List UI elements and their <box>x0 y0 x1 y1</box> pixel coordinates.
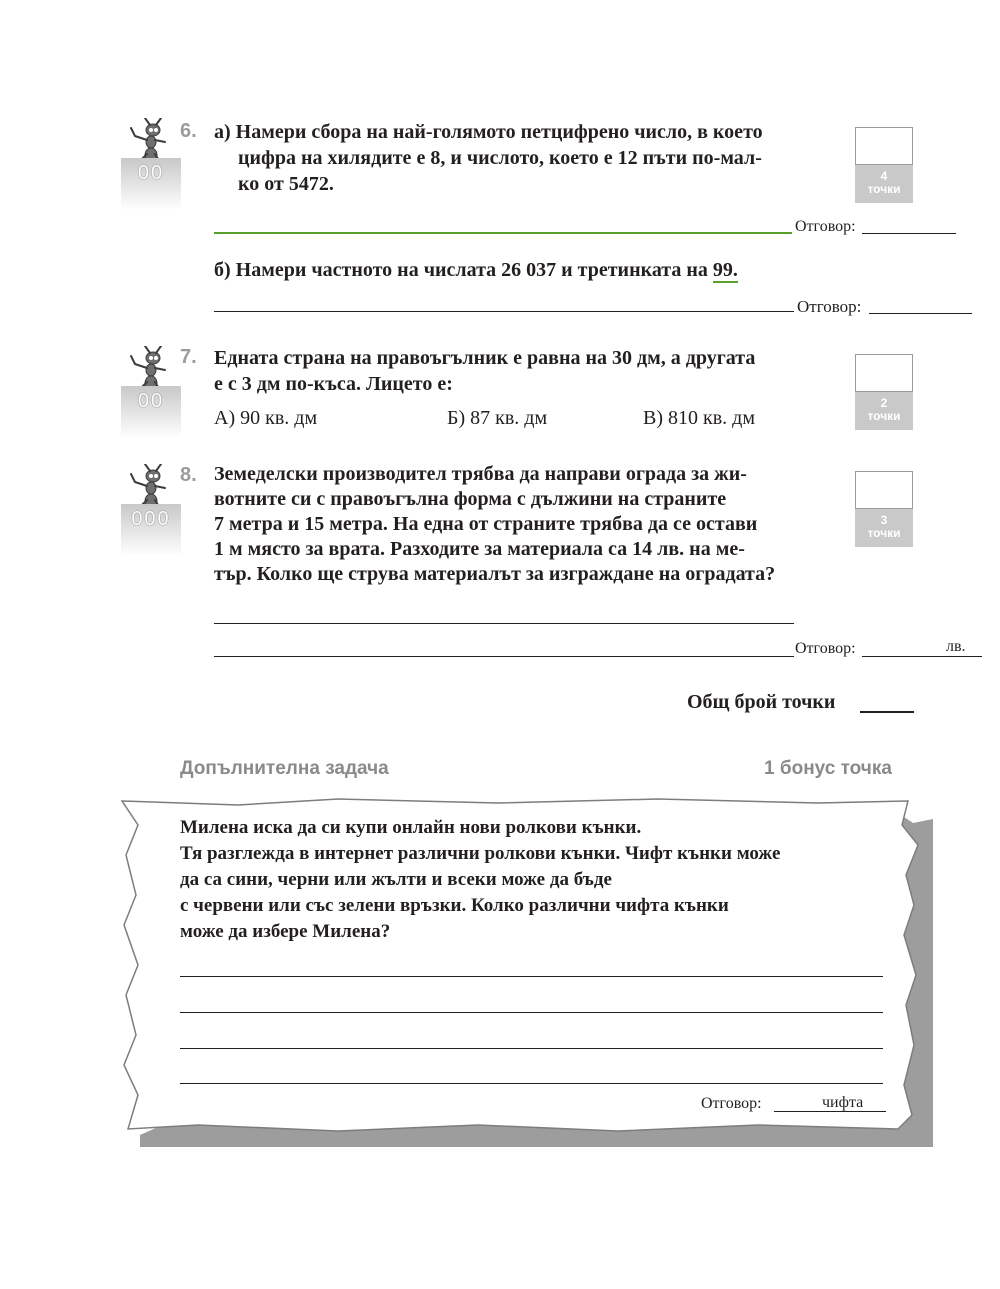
points-label <box>855 392 913 430</box>
bonus-line: да са сини, черни или жълти и всеки може да бъде <box>180 869 612 890</box>
question-8-line: тър. Колко ще струва материалът за изграждане на оградата? <box>214 563 776 585</box>
difficulty-badge-q6 <box>121 118 181 218</box>
bonus-answer-unit: чифта <box>822 1094 864 1111</box>
answer-field-8[interactable] <box>862 656 982 657</box>
points-value: 2 <box>880 396 888 410</box>
question-number-6: 6. <box>180 120 197 142</box>
question-8-line: 1 м място за врата. Разходите за материала са 14 лв. на ме- <box>214 538 745 560</box>
points-input[interactable] <box>855 127 913 165</box>
difficulty-level: 00 <box>137 162 165 184</box>
bonus-work-line[interactable] <box>180 1012 883 1013</box>
points-box-q7 <box>855 354 913 430</box>
question-number-8: 8. <box>180 464 197 486</box>
total-points-label: Общ брой точки <box>687 691 836 713</box>
answer-field-6b[interactable] <box>869 313 972 314</box>
bonus-line: Тя разглежда в интернет различни ролкови кънки. Чифт кънки може <box>180 843 781 864</box>
answer-label-8: Отговор: <box>795 640 856 657</box>
bonus-work-line[interactable] <box>180 976 883 977</box>
bonus-work-line[interactable] <box>180 1083 883 1084</box>
question-8-line: Земеделски производител трябва да направи ограда за жи- <box>214 463 747 485</box>
points-label <box>855 165 913 203</box>
answer-line-6a[interactable] <box>214 232 792 234</box>
question-6a-line1: а) Намери сбора на най-голямото петцифрено число, в което <box>214 121 763 143</box>
question-7-text <box>214 345 834 397</box>
option-b[interactable]: Б) 87 кв. дм <box>447 407 548 429</box>
difficulty-level: 00 <box>137 390 165 412</box>
points-label <box>855 509 913 547</box>
question-number-7: 7. <box>180 346 197 368</box>
points-input[interactable] <box>855 354 913 392</box>
question-6a-line3: ко от 5472. <box>238 173 334 195</box>
answer-field-6a[interactable] <box>862 233 956 234</box>
question-7-line2: е с 3 дм по-къса. Лицето е: <box>214 373 453 395</box>
question-8-line: вотните си с правоъгълна форма с дължини на страните <box>214 488 727 510</box>
points-unit: точки <box>867 526 901 540</box>
bonus-question <box>180 815 900 945</box>
points-unit: точки <box>867 182 901 196</box>
difficulty-level: 000 <box>131 508 171 530</box>
bonus-line: Милена иска да си купи онлайн нови ролкови кънки. <box>180 817 642 838</box>
question-6a-line2: цифра на хилядите е 8, и числото, което е 12 пъти по-мал- <box>238 147 762 169</box>
points-input[interactable] <box>855 471 913 509</box>
difficulty-badge-q7 <box>121 346 181 446</box>
points-value: 3 <box>880 513 888 527</box>
bonus-line: с червени или със зелени връзки. Колко различни чифта кънки <box>180 895 729 916</box>
points-unit: точки <box>867 409 901 423</box>
difficulty-badge-q8 <box>121 464 181 564</box>
question-6b-line: б) Намери частното на числата 26 037 и третинката на <box>214 259 708 281</box>
points-box-q6 <box>855 127 913 203</box>
answer-unit-8: лв. <box>946 638 966 655</box>
question-6a-text <box>214 119 834 197</box>
bonus-line: може да избере Милена? <box>180 921 391 942</box>
option-a[interactable]: А) 90 кв. дм <box>214 407 318 429</box>
question-7-line1: Едната страна на правоъгълник е равна на 30 дм, а другата <box>214 347 756 369</box>
bonus-answer-label: Отговор: <box>701 1095 762 1112</box>
answer-label-6a: Отговор: <box>795 218 856 235</box>
total-points <box>687 689 835 715</box>
bonus-work-line[interactable] <box>180 1048 883 1049</box>
points-box-q8 <box>855 471 913 547</box>
question-8-text <box>214 462 844 587</box>
bonus-title: Допълнителна задача <box>180 758 389 779</box>
bonus-points: 1 бонус точка <box>764 758 892 779</box>
work-line-8[interactable] <box>214 623 794 624</box>
answer-line-8[interactable] <box>214 656 794 657</box>
answer-label-6b: Отговор: <box>797 297 862 316</box>
total-points-field[interactable] <box>860 711 914 713</box>
option-c[interactable]: В) 810 кв. дм <box>643 407 755 429</box>
points-value: 4 <box>880 169 888 183</box>
answer-line-6b[interactable] <box>214 311 794 312</box>
question-8-line: 7 метра и 15 метра. На една от страните трябва да се остави <box>214 513 758 535</box>
question-6b-text <box>214 257 738 283</box>
question-6b-highlight: 99. <box>712 259 738 281</box>
